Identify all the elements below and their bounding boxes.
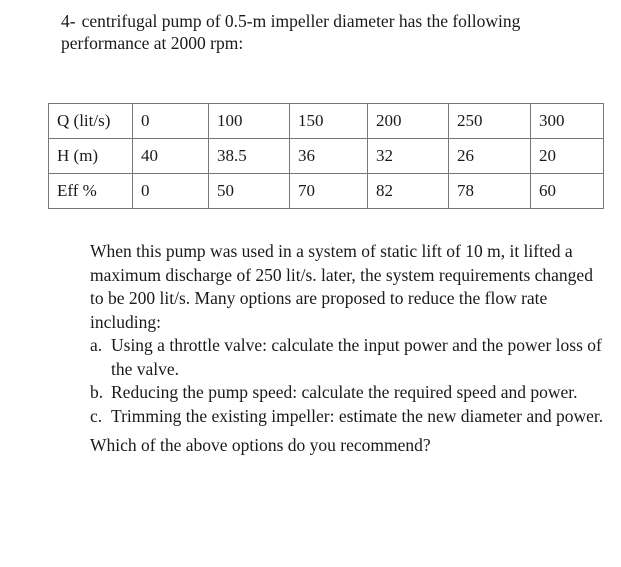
- table-row-flow: [49, 104, 604, 139]
- table-cell: 0: [133, 174, 209, 209]
- table-cell: 26: [449, 139, 531, 174]
- table-cell: 150: [290, 104, 368, 139]
- table-cell: 82: [368, 174, 449, 209]
- question-block: [90, 240, 605, 458]
- table-cell: 250: [449, 104, 531, 139]
- option-label: b.: [90, 382, 104, 402]
- option-text: Using a throttle valve: calculate the input power and the power loss of the valve.: [111, 335, 602, 379]
- table-cell: 200: [368, 104, 449, 139]
- table-cell: 32: [368, 139, 449, 174]
- row-label-efficiency: Eff %: [49, 174, 133, 209]
- recommendation-question: Which of the above options do you recommend?: [90, 435, 431, 455]
- option-c: [90, 405, 605, 429]
- problem-heading: [61, 10, 601, 54]
- option-text: Trimming the existing impeller: estimate the new diameter and power.: [111, 405, 604, 426]
- row-label-head: H (m): [49, 139, 133, 174]
- table-row-head: [49, 139, 604, 174]
- row-label-flow: Q (lit/s): [49, 104, 133, 139]
- table-cell: 0: [133, 104, 209, 139]
- table-cell: 20: [531, 139, 604, 174]
- option-a: [90, 334, 605, 381]
- table-cell: 38.5: [209, 139, 290, 174]
- table-cell: 36: [290, 139, 368, 174]
- question-body: When this pump was used in a system of static lift of 10 m, it lifted a maximum discharge of 250 lit/s. later, the system requirements changed to be 200 lit/s. Many options are proposed to reduce the flow rate including:: [90, 241, 593, 332]
- table-row-efficiency: [49, 174, 604, 209]
- table-cell: 60: [531, 174, 604, 209]
- table-cell: 300: [531, 104, 604, 139]
- table-cell: 50: [209, 174, 290, 209]
- problem-number: 4-: [61, 11, 76, 31]
- table-cell: 40: [133, 139, 209, 174]
- table-cell: 78: [449, 174, 531, 209]
- table-cell: 100: [209, 104, 290, 139]
- table-cell: 70: [290, 174, 368, 209]
- performance-table: [48, 103, 604, 209]
- option-label: c.: [90, 405, 103, 426]
- option-text: Reducing the pump speed: calculate the required speed and power.: [111, 382, 578, 402]
- option-label: a.: [90, 335, 103, 355]
- option-b: [90, 381, 605, 405]
- problem-intro: centrifugal pump of 0.5-m impeller diameter has the following performance at 2000 rpm:: [61, 11, 521, 53]
